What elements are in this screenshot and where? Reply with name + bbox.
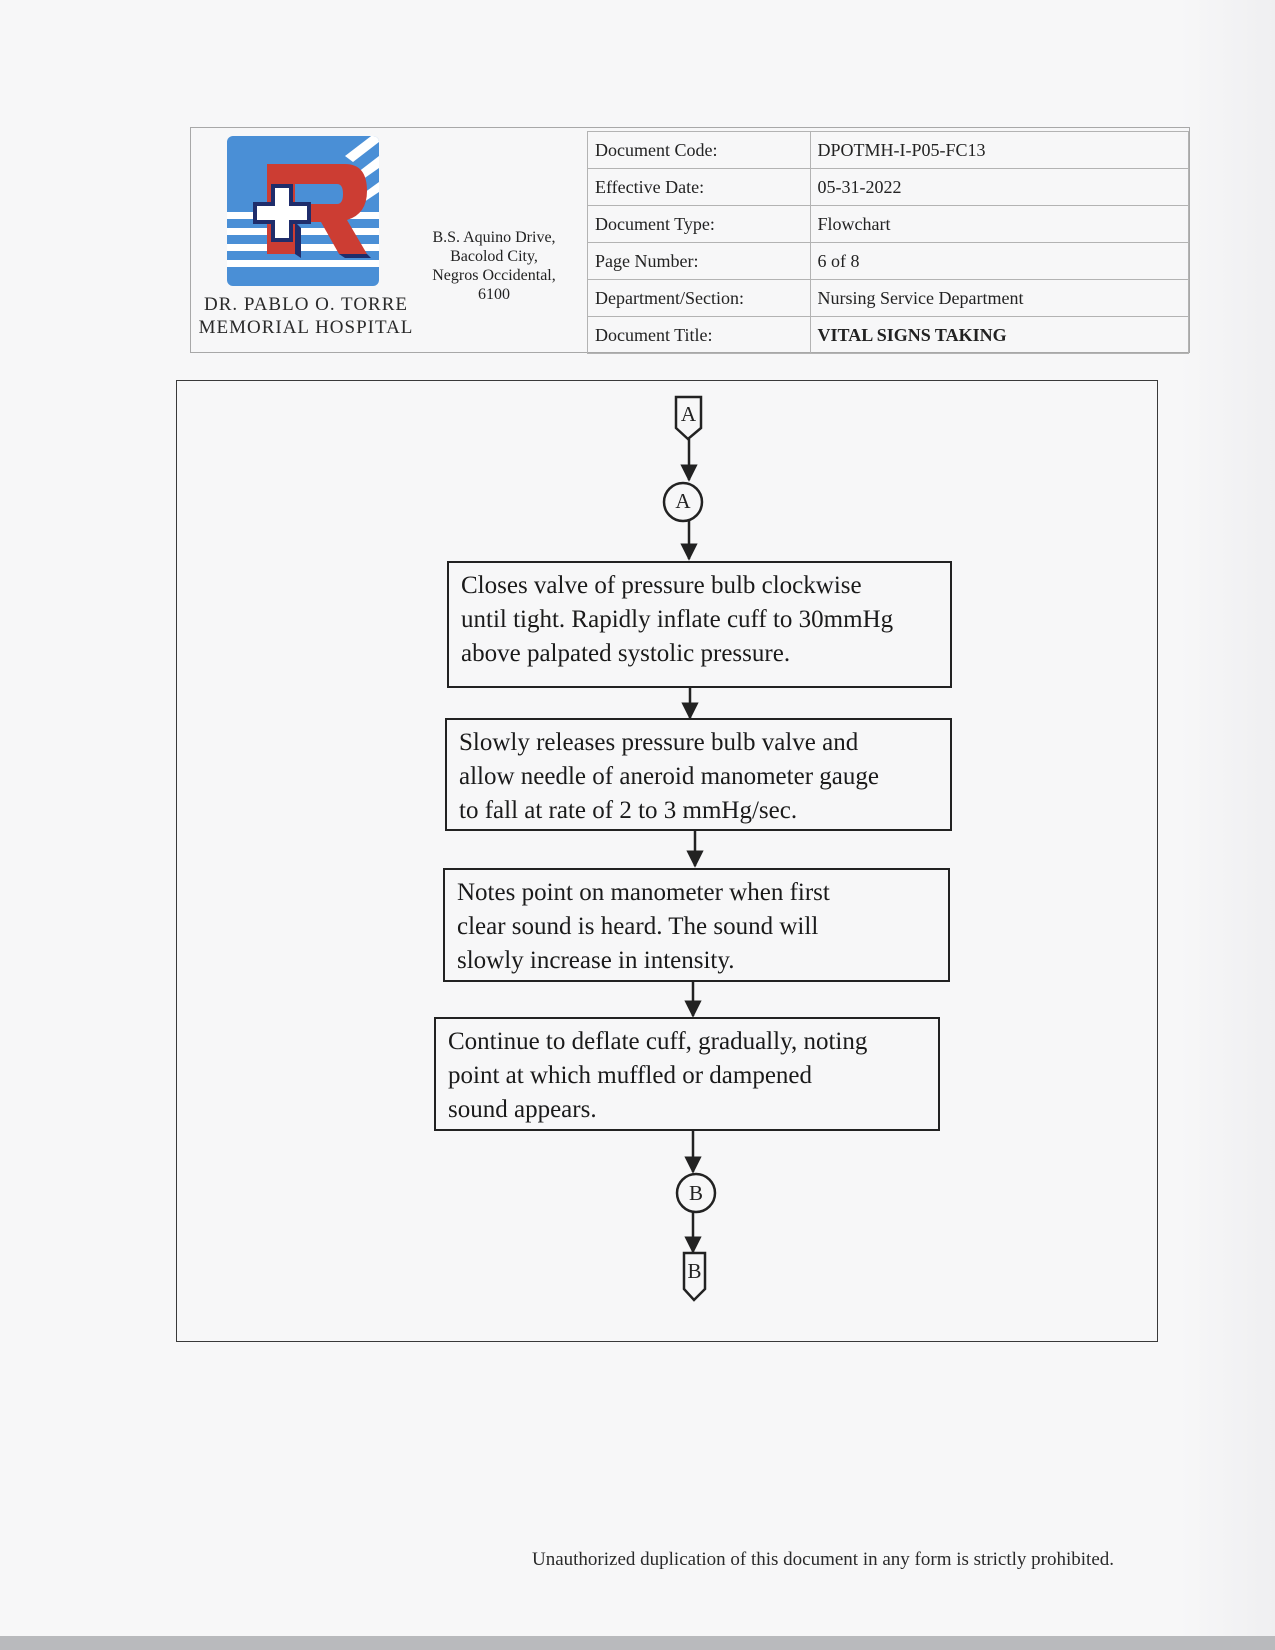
address-line: 6100 (478, 286, 510, 303)
effective-date-value: 05-31-2022 (810, 169, 1188, 206)
duplication-notice: Unauthorized duplication of this document in any form is strictly prohibited. (532, 1549, 1115, 1570)
page-number-value: 6 of 8 (810, 243, 1188, 280)
step-text-line: allow needle of aneroid manometer gauge (459, 763, 879, 790)
step-text-line: Closes valve of pressure bulb clockwise (461, 572, 862, 599)
document-type-value: Flowchart (810, 206, 1188, 243)
department-value: Nursing Service Department (810, 280, 1188, 317)
effective-date-label: Effective Date: (588, 169, 811, 206)
step-text-line: sound appears. (448, 1096, 597, 1123)
step-text-line: Slowly releases pressure bulb valve and (459, 729, 859, 756)
document-code-value: DPOTMH-I-P05-FC13 (810, 132, 1188, 169)
step-text-line: point at which muffled or dampened (448, 1062, 813, 1089)
flow-step-release-valve (445, 718, 952, 831)
step-text-line: Continue to deflate cuff, gradually, noting (448, 1028, 868, 1055)
hospital-name-line1: DR. PABLO O. TORRE (203, 294, 408, 315)
offpage-connector-out-label: B (687, 1259, 702, 1283)
page-number-label: Page Number: (588, 243, 811, 280)
step-text-line: until tight. Rapidly inflate cuff to 30mmHg (461, 606, 894, 633)
step-text-line: Notes point on manometer when first (457, 879, 830, 906)
document-title-label: Document Title: (588, 317, 811, 354)
department-label: Department/Section: (588, 280, 811, 317)
hospital-name-line2: MEMORIAL HOSPITAL (198, 317, 414, 338)
step-text-line: slowly increase in intensity. (457, 947, 735, 974)
flow-step-deflate-cuff (434, 1017, 940, 1131)
offpage-connector-in-label: A (680, 402, 697, 426)
flow-step-note-first-sound (443, 868, 950, 982)
document-code-label: Document Code: (588, 132, 811, 169)
step-text-line: above palpated systolic pressure. (461, 640, 791, 667)
address-line: Negros Occidental, (432, 267, 556, 284)
connector-out-label: B (688, 1181, 703, 1205)
step-text-line: clear sound is heard. The sound will (457, 913, 819, 940)
flow-step-close-valve (447, 561, 952, 688)
address-line: Bacolod City, (450, 248, 538, 265)
step-text-line: to fall at rate of 2 to 3 mmHg/sec. (459, 797, 798, 824)
address-line: B.S. Aquino Drive, (432, 229, 556, 246)
connector-in-label: A (675, 489, 691, 513)
document-type-label: Document Type: (588, 206, 811, 243)
document-title-value: VITAL SIGNS TAKING (810, 317, 1188, 354)
